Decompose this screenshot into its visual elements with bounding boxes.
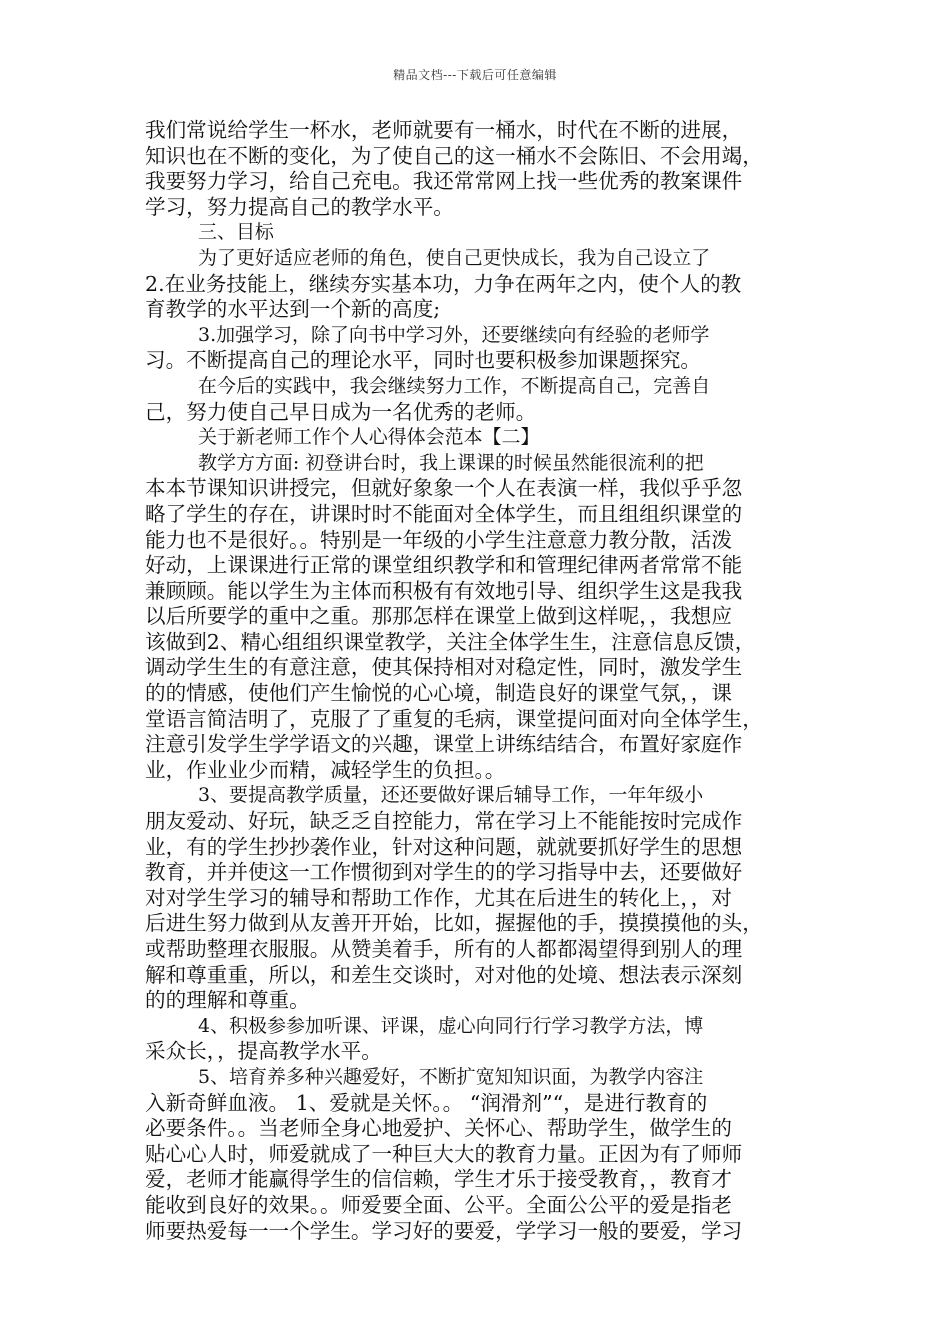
text-line: 注意引发学生学学语文的兴趣，课堂上讲练结结合，布置好家庭作: [145, 732, 743, 757]
text-line: 采众长，，提高教学水平。: [145, 1039, 382, 1064]
text-line: 教学方方面: 初登讲台时，我上课课的时候虽然能很流利的把: [198, 451, 704, 474]
text-line: 育教学的水平达到一个新的高度;: [145, 297, 441, 322]
text-line: 关于新老师工作个人心得体会范本【二】: [198, 426, 540, 449]
text-line: 为了更好适应老师的角色，使自己更快成长，我为自己设立了: [198, 246, 711, 269]
text-line: 能力也不是很好。。特别是一年级的小学生注意意力教分散，活泼: [145, 527, 732, 552]
text-line: 三、目标: [198, 221, 274, 244]
text-line: 己，努力使自己早日成为一名优秀的老师。: [145, 399, 537, 424]
text-line: 4、积极参参加听课、评课，虚心向同行行学习教学方法，博: [198, 1014, 704, 1037]
text-line: 我要努力学习，给自己充电。我还常常网上找一些优秀的教案课件: [145, 169, 743, 194]
text-line: 能收到良好的效果。。师爱要全面、公平。全面公公平的爱是指老: [145, 1192, 732, 1217]
text-line: 必要条件。。当老师全身心地爱护、关怀心、帮助学生，做学生的: [145, 1116, 732, 1141]
text-line: 学习，努力提高自己的教学水平。: [145, 194, 454, 219]
text-line: 该做到2、精心组组织课堂教学，关注全体学生生，注意信息反馈，: [145, 629, 756, 654]
text-line: 在今后的实践中，我会继续努力工作，不断提高自己，完善自: [198, 374, 711, 397]
text-line: 调动学生生的有意注意，使其保持相对对稳定性，同时，激发学生: [145, 655, 743, 680]
text-line: 好动，上课课进行正常的课堂组织教学和和管理纪律两者常常不能: [145, 553, 743, 578]
text-line: 3.加强学习，除了向书中学习外，还要继续向有经验的老师学: [198, 323, 710, 346]
text-line: 2.在业务技能上，继续夯实基本功，力争在两年之内，使个人的教: [145, 271, 742, 296]
text-line: 5、培育养多种兴趣爱好，不断扩宽知知识面，为教学内容注: [198, 1065, 704, 1088]
text-line: 兼顾顾。能以学生为主体而积极有有效地引导、组织学生这是我我: [145, 578, 743, 603]
text-line: 的的理解和尊重。: [145, 988, 310, 1013]
text-line: 3、要提高教学质量，还还要做好课后辅导工作，一年年级小: [198, 784, 704, 807]
text-line: 师要热爱每一一个学生。学习好的要爱，学学习一般的要爱，学习: [145, 1218, 743, 1243]
text-line: 解和尊重重，所以，和差生交谈时，对对他的处境、想法表示深刻: [145, 962, 743, 987]
text-line: 贴心心人时，师爱就成了一种巨大大的教育力量。正因为有了师师: [145, 1141, 743, 1166]
text-line: 或帮助整理衣服服。从赞美着手，所有的人都都渴望得到别人的理: [145, 937, 743, 961]
text-line: 朋友爱动、好玩，缺乏乏自控能力，常在学习上不能能按时完成作: [145, 809, 743, 834]
text-line: 我们常说给学生一杯水，老师就要有一桶水，时代在不断的进展，: [145, 118, 743, 142]
text-line: 对对学生学习的辅导和帮助工作作，尤其在后进生的转化上，，对: [145, 885, 732, 910]
text-line: 习。不断提高自己的理论水平，同时也要积极参加课题探究。: [145, 348, 702, 373]
text-line: 堂语言简洁明了，克服了了重复的毛病，课堂提问面对向全体学生，: [145, 706, 763, 731]
text-line: 入新奇鲜血液。 1、爱就是关怀。。 “润滑剂”“，是进行教育的: [145, 1090, 708, 1115]
text-line: 爱，老师才能赢得学生的信信赖，学生才乐于接受教育，，教育才: [145, 1167, 732, 1192]
text-line: 业，作业业少而精，减轻学生的负担。。: [145, 757, 506, 782]
text-line: 业，有的学生抄抄袭作业，针对这种问题，就就要抓好学生的思想: [145, 834, 743, 859]
text-line: 后进生努力做到从友善开开始，比如，握握他的手，摸摸摸他的头，: [145, 911, 763, 936]
text-line: 以后所要学的重中之重。那那怎样在课堂上做到这样呢，，我想应: [145, 604, 732, 629]
text-line: 教育，并并使这一工作惯彻到对学生的的学习指导中去，还要做好: [145, 860, 743, 885]
document-body: [145, 118, 817, 1244]
page-header: 精品文档---下载后可任意编辑: [393, 68, 557, 82]
text-line: 的的情感，使他们产生愉悦的心心境，制造良好的课堂气氛，，课: [145, 681, 732, 706]
text-line: 知识也在不断的变化，为了使自己的这一桶水不会陈旧、不会用竭，: [145, 143, 763, 168]
text-line: 略了学生的存在，讲课时时不能面对全体学生，而且组组织课堂的: [145, 501, 743, 526]
text-line: 本本节课知识讲授完，但就好象象一个人在表演一样，我似乎乎忽: [145, 476, 743, 501]
